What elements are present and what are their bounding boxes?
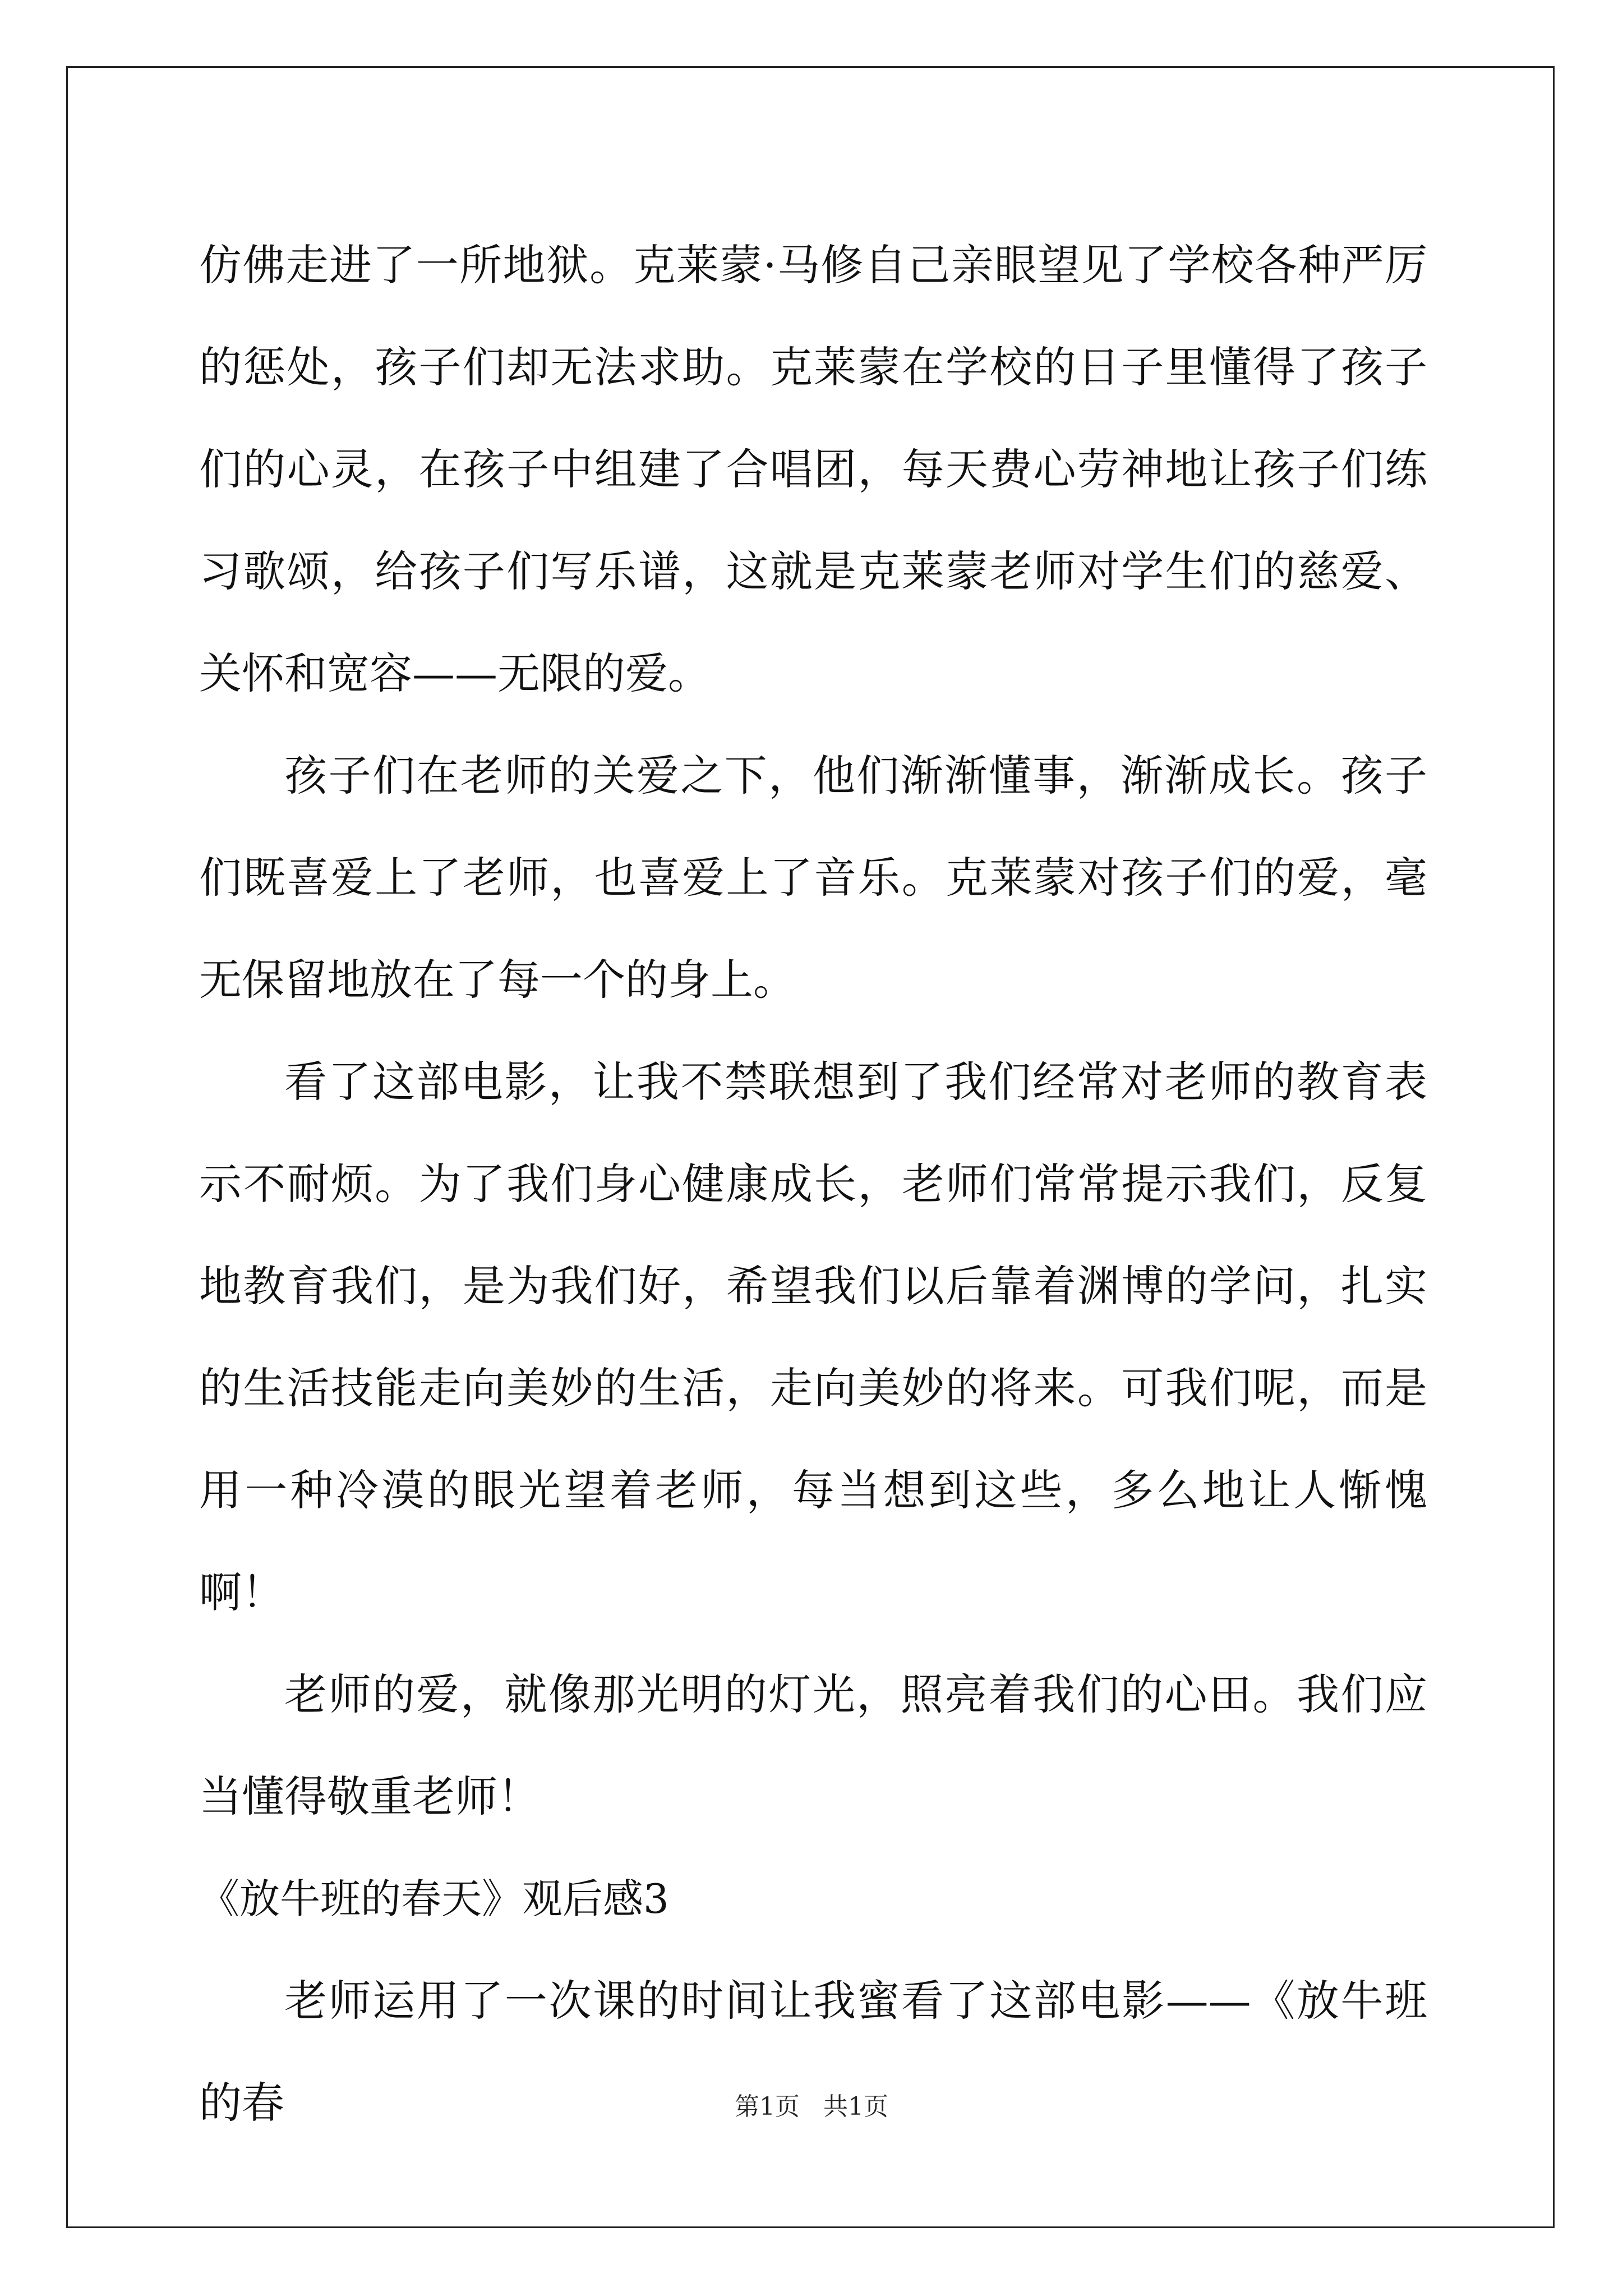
paragraph-3: 看了这部电影，让我不禁联想到了我们经常对老师的教育表示不耐烦。为了我们身心健康成长，老师们常常提示我们，反复地教育我们，是为我们好，希望我们以后靠着渊博的学问，扎实的生活技能走向美妙的生活，走向美妙的将来。可我们呢，而是用一种冷漠的眼光望着老师，每当想到这些，多么地让人惭愧啊！ [199,1057,1427,1617]
document-body [199,214,1427,2154]
paragraph-1: 仿佛走进了一所地狱。克莱蒙·马修自己亲眼望见了学校各种严厉的惩处，孩子们却无法求助。克莱蒙在学校的日子里懂得了孩子们的心灵，在孩子中组建了合唱团，每天费心劳神地让孩子们练习歌颂，给孩子们写乐谱，这就是克莱蒙老师对学生们的慈爱、关怀和宽容——无限的爱。 [199,240,1427,698]
paragraph-4: 老师的爱，就像那光明的灯光，照亮着我们的心田。我们应当懂得敬重老师！ [199,1669,1427,1821]
paragraph-2: 孩子们在老师的关爱之下，他们渐渐懂事，渐渐成长。孩子们既喜爱上了老师，也喜爱上了音乐。克莱蒙对孩子们的爱，毫无保留地放在了每一个的身上。 [199,751,1427,1005]
page-footer: 第1页 共1页 [735,2092,888,2121]
section-heading: 《放牛班的春天》观后感3 [199,1875,669,1922]
section-paragraph: 老师运用了一次课的时间让我蜜看了这部电影——《放牛班的春 [199,1976,1427,2128]
